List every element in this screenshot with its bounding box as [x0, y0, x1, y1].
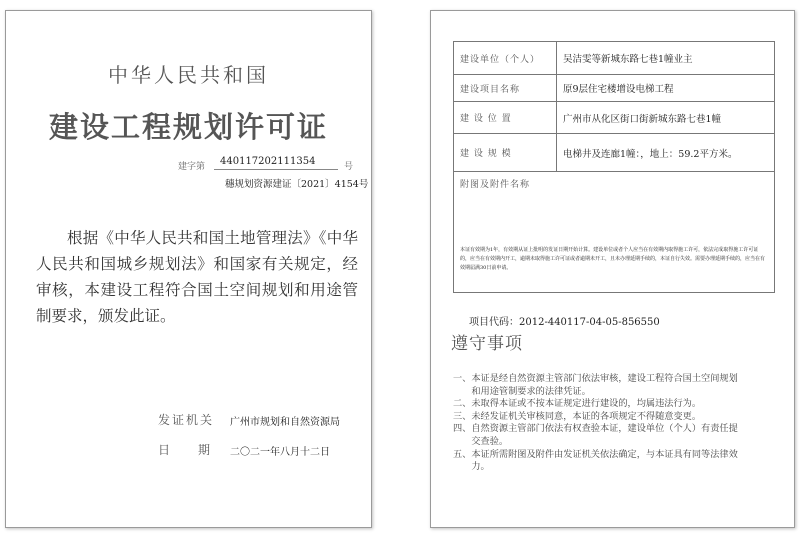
- certificate-back-page: [430, 10, 795, 528]
- issue-date: 二〇二一年八月十二日: [230, 447, 330, 458]
- attachment-label: 附图及附件名称: [460, 180, 531, 190]
- table-row: [454, 75, 775, 102]
- certificate-body-text: 根据《中华人民共和国土地管理法》《中华人民共和国城乡规划法》和国家有关规定，经审核，本建设工程符合国土空间规划和用途管制要求，颁发此证。: [36, 229, 358, 325]
- row-value: 广州市从化区街口街新城东路七巷1幢: [557, 102, 775, 134]
- row-value: 原9层住宅楼增设电梯工程: [557, 75, 775, 102]
- row-label: 建 设 规 模: [454, 134, 557, 172]
- row-value: 吴洁雯等新城东路七巷1幢业主: [557, 42, 775, 75]
- certificate-number-row: [178, 157, 368, 173]
- list-item: 四、自然资源主管部门依法有权查验本证，建设单位（个人）有责任提: [453, 423, 738, 435]
- table-row: [454, 134, 775, 172]
- attachment-cell: [454, 172, 775, 293]
- country-name: 中华人民共和国: [108, 63, 269, 87]
- attachment-note: 本证有效期为1年，有效期从证上批明的发证日期开始计算。建设单位或者个人应当在有效期内取得施工许可，依法完成取得施工许可证的，应当在有效期内开工，逾期未取得施工许可证或者逾期未开工，且未办理延期手续的，本证自行失效。需要办理延期手续的，应当在有效期届满30日前申请。: [460, 247, 766, 271]
- row-label: 建 设 位 置: [454, 102, 557, 134]
- row-label: 建设单位（个人）: [454, 42, 557, 75]
- reference-number: 穗规划资源建证〔2021〕4154号: [225, 179, 369, 190]
- list-item: 五、本证所需附图及附件由发证机关依法确定，与本证具有同等法律效: [453, 448, 738, 460]
- issuer-name: 广州市规划和自然资源局: [230, 417, 340, 428]
- list-item: 二、未取得本证或不按本证规定进行建设的，均属违法行为。: [453, 398, 702, 410]
- list-item: 三、未经发证机关审核同意，本证的各项规定不得随意变更。: [453, 410, 702, 422]
- certificate-title: 建设工程规划许可证: [48, 110, 328, 144]
- date-label-char-1: 日: [158, 443, 171, 457]
- notes-list: [453, 373, 779, 474]
- project-info-table: [453, 41, 775, 293]
- certificate-front-page: [5, 10, 372, 528]
- project-code: 项目代码：2012-440117-04-05-856550: [469, 317, 660, 328]
- certificate-number-prefix: 建字第: [178, 162, 206, 172]
- table-row: [454, 42, 775, 75]
- list-item: 一、本证是经自然资源主管部门依法审核，建设工程符合国土空间规划: [453, 373, 738, 384]
- notes-title: 遵守事项: [451, 334, 523, 354]
- list-item: 力。: [453, 461, 490, 473]
- row-label: 建设项目名称: [454, 75, 557, 102]
- list-item: 交查验。: [453, 435, 509, 447]
- certificate-number-suffix: 号: [344, 162, 354, 172]
- date-label: [158, 441, 210, 458]
- issuer-label: 发证机关: [158, 413, 215, 427]
- table-row: [454, 102, 775, 134]
- certificate-number: 440117202111354: [214, 156, 338, 170]
- row-value: 电梯井及连廊1幢：，地上：59.2平方米。: [557, 134, 775, 172]
- list-item: 和用途管制要求的法律凭证。: [453, 385, 591, 397]
- table-row: [454, 172, 775, 293]
- date-label-char-2: 期: [198, 443, 211, 457]
